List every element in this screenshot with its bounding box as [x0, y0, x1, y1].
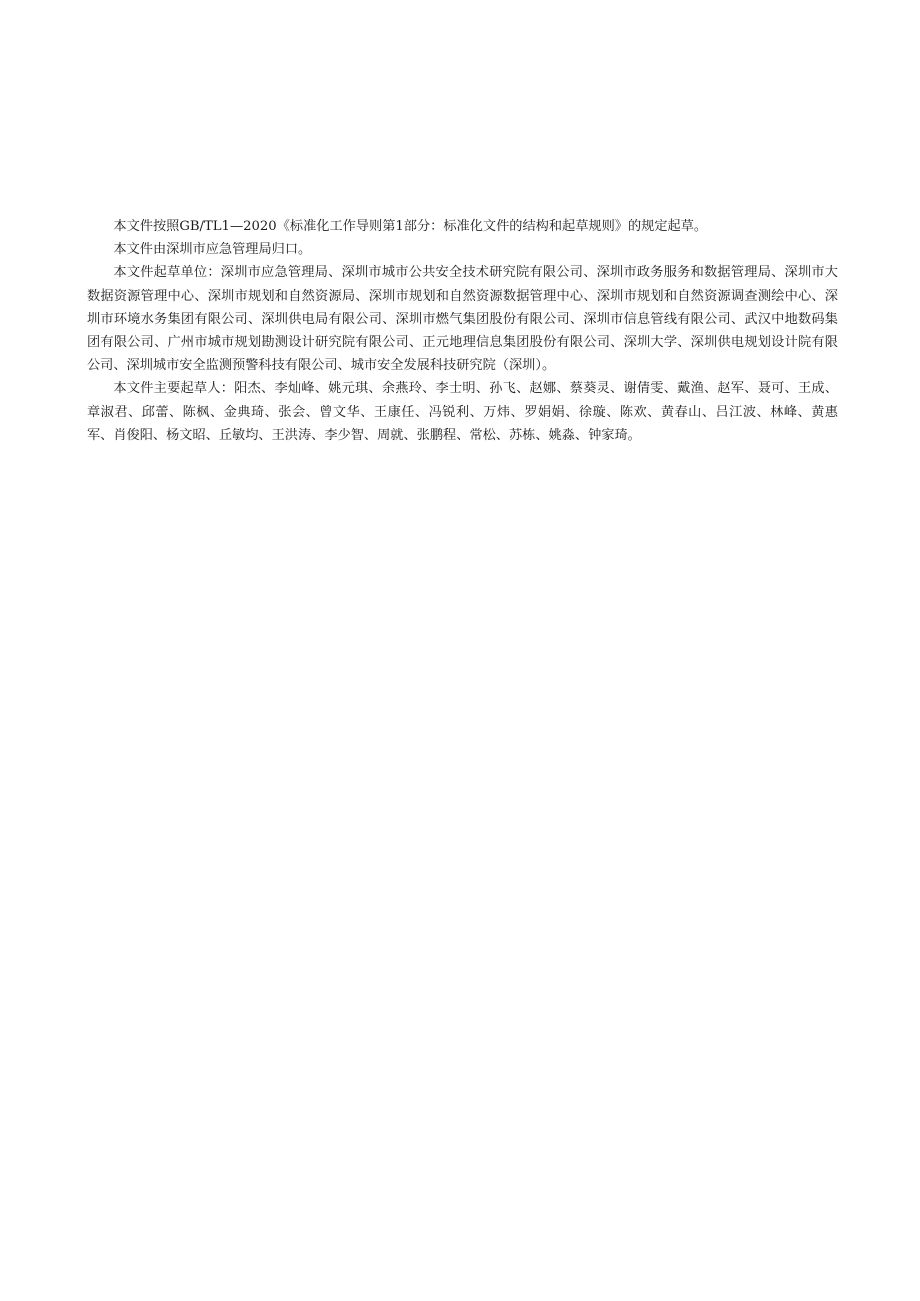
- drafting-rules-paragraph: 本文件按照GB/TL1—2020《标准化工作导则第1部分：标准化文件的结构和起草规则》的规定起草。: [113, 219, 708, 234]
- drafters-paragraph: 本文件主要起草人：阳杰、李灿峰、姚元琪、余燕玲、李士明、孙飞、赵娜、蔡葵灵、谢倩雯、戴渔、赵军、聂可、王成、章淑君、邱蕾、陈枫、金典琦、张会、曾文华、王康任、冯锐利、万炜、罗娟娟、徐璇、陈欢、黄春山、吕江波、林峰、黄惠军、肖俊阳、杨文昭、丘敏均、王洪涛、李少智、周就、张鹏程、常松、苏栋、姚淼、钟家琦。: [87, 381, 838, 443]
- foreword-section: [87, 215, 838, 447]
- administration-paragraph: 本文件由深圳市应急管理局归口。: [113, 242, 312, 258]
- drafting-units-paragraph: 本文件起草单位：深圳市应急管理局、深圳市城市公共安全技术研究院有限公司、深圳市政务服务和数据管理局、深圳市大数据资源管理中心、深圳市规划和自然资源局、深圳市规划和自然资源数据管理中心、深圳市规划和自然资源调查测绘中心、深圳市环境水务集团有限公司、深圳供电局有限公司、深圳市燃气集团股份有限公司、深圳市信息管线有限公司、武汉中地数码集团有限公司、广州市城市规划勘测设计研究院有限公司、正元地理信息集团股份有限公司、深圳大学、深圳供电规划设计院有限公司、深圳城市安全监测预警科技有限公司、城市安全发展科技研究院（深圳）。: [87, 265, 838, 374]
